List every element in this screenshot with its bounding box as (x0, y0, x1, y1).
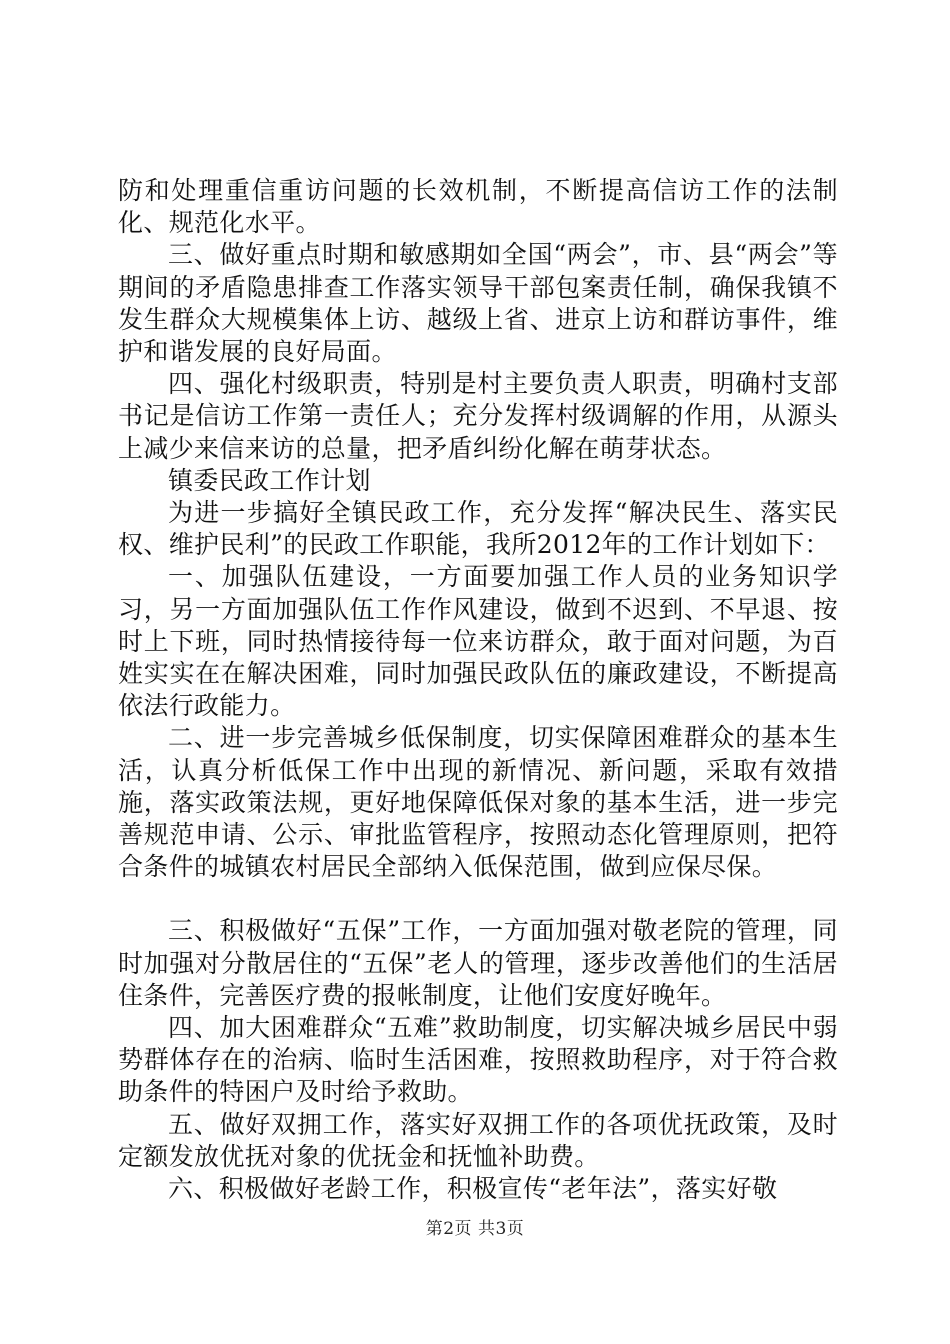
section-heading: 镇委民政工作计划 (168, 465, 371, 495)
paragraph-continued: 防和处理重信重访问题的长效机制，不断提高信访工作的法制化、规范化水平。 (118, 176, 838, 238)
paragraph-intro: 为进一步搞好全镇民政工作，充分发挥“解决民生、落实民权、维护民利”的民政工作职能，我所2012年的工作计划如下： (118, 498, 838, 560)
paragraph-plan-2: 二、进一步完善城乡低保制度，切实保障困难群众的基本生活，认真分析低保工作中出现的新情况、新问题，采取有效措施，落实政策法规，更好地保障低保对象的基本生活，进一步完善规范申请、公示、审批监管程序，按照动态化管理原则，把符合条件的城镇农村居民全部纳入低保范围，做到应保尽保。 (118, 723, 838, 882)
paragraph-plan-4: 四、加大困难群众“五难”救助制度，切实解决城乡居民中弱势群体存在的治病、临时生活困难，按照救助程序，对于符合救助条件的特困户及时给予救助。 (118, 1013, 838, 1107)
document-body (118, 175, 838, 1205)
page-footer: 第2页 共3页 (425, 1219, 525, 1239)
paragraph-plan-5: 五、做好双拥工作，落实好双拥工作的各项优抚政策，及时定额发放优抚对象的优抚金和抚恤补助费。 (118, 1109, 838, 1171)
paragraph-item-4: 四、强化村级职责，特别是村主要负责人职责，明确村支部书记是信访工作第一责任人；充分发挥村级调解的作用，从源头上减少来信来访的总量，把矛盾纠纷化解在萌芽状态。 (118, 369, 838, 463)
paragraph-plan-6: 六、积极做好老龄工作，积极宣传“老年法”，落实好敬 (168, 1174, 778, 1204)
blank-line (118, 883, 838, 915)
paragraph-plan-3: 三、积极做好“五保”工作，一方面加强对敬老院的管理，同时加强对分散居住的“五保”老人的管理，逐步改善他们的生活居住条件，完善医疗费的报帐制度，让他们安度好晚年。 (118, 916, 838, 1010)
paragraph-item-3: 三、做好重点时期和敏感期如全国“两会”，市、县“两会”等期间的矛盾隐患排查工作落实领导干部包案责任制，确保我镇不发生群众大规模集体上访、越级上省、进京上访和群访事件，维护和谐发展的良好局面。 (118, 240, 838, 367)
paragraph-plan-1: 一、加强队伍建设，一方面要加强工作人员的业务知识学习，另一方面加强队伍工作作风建设，做到不迟到、不早退、按时上下班，同时热情接待每一位来访群众，敢于面对问题，为百姓实实在在解决困难，同时加强民政队伍的廉政建设，不断提高依法行政能力。 (118, 562, 838, 721)
